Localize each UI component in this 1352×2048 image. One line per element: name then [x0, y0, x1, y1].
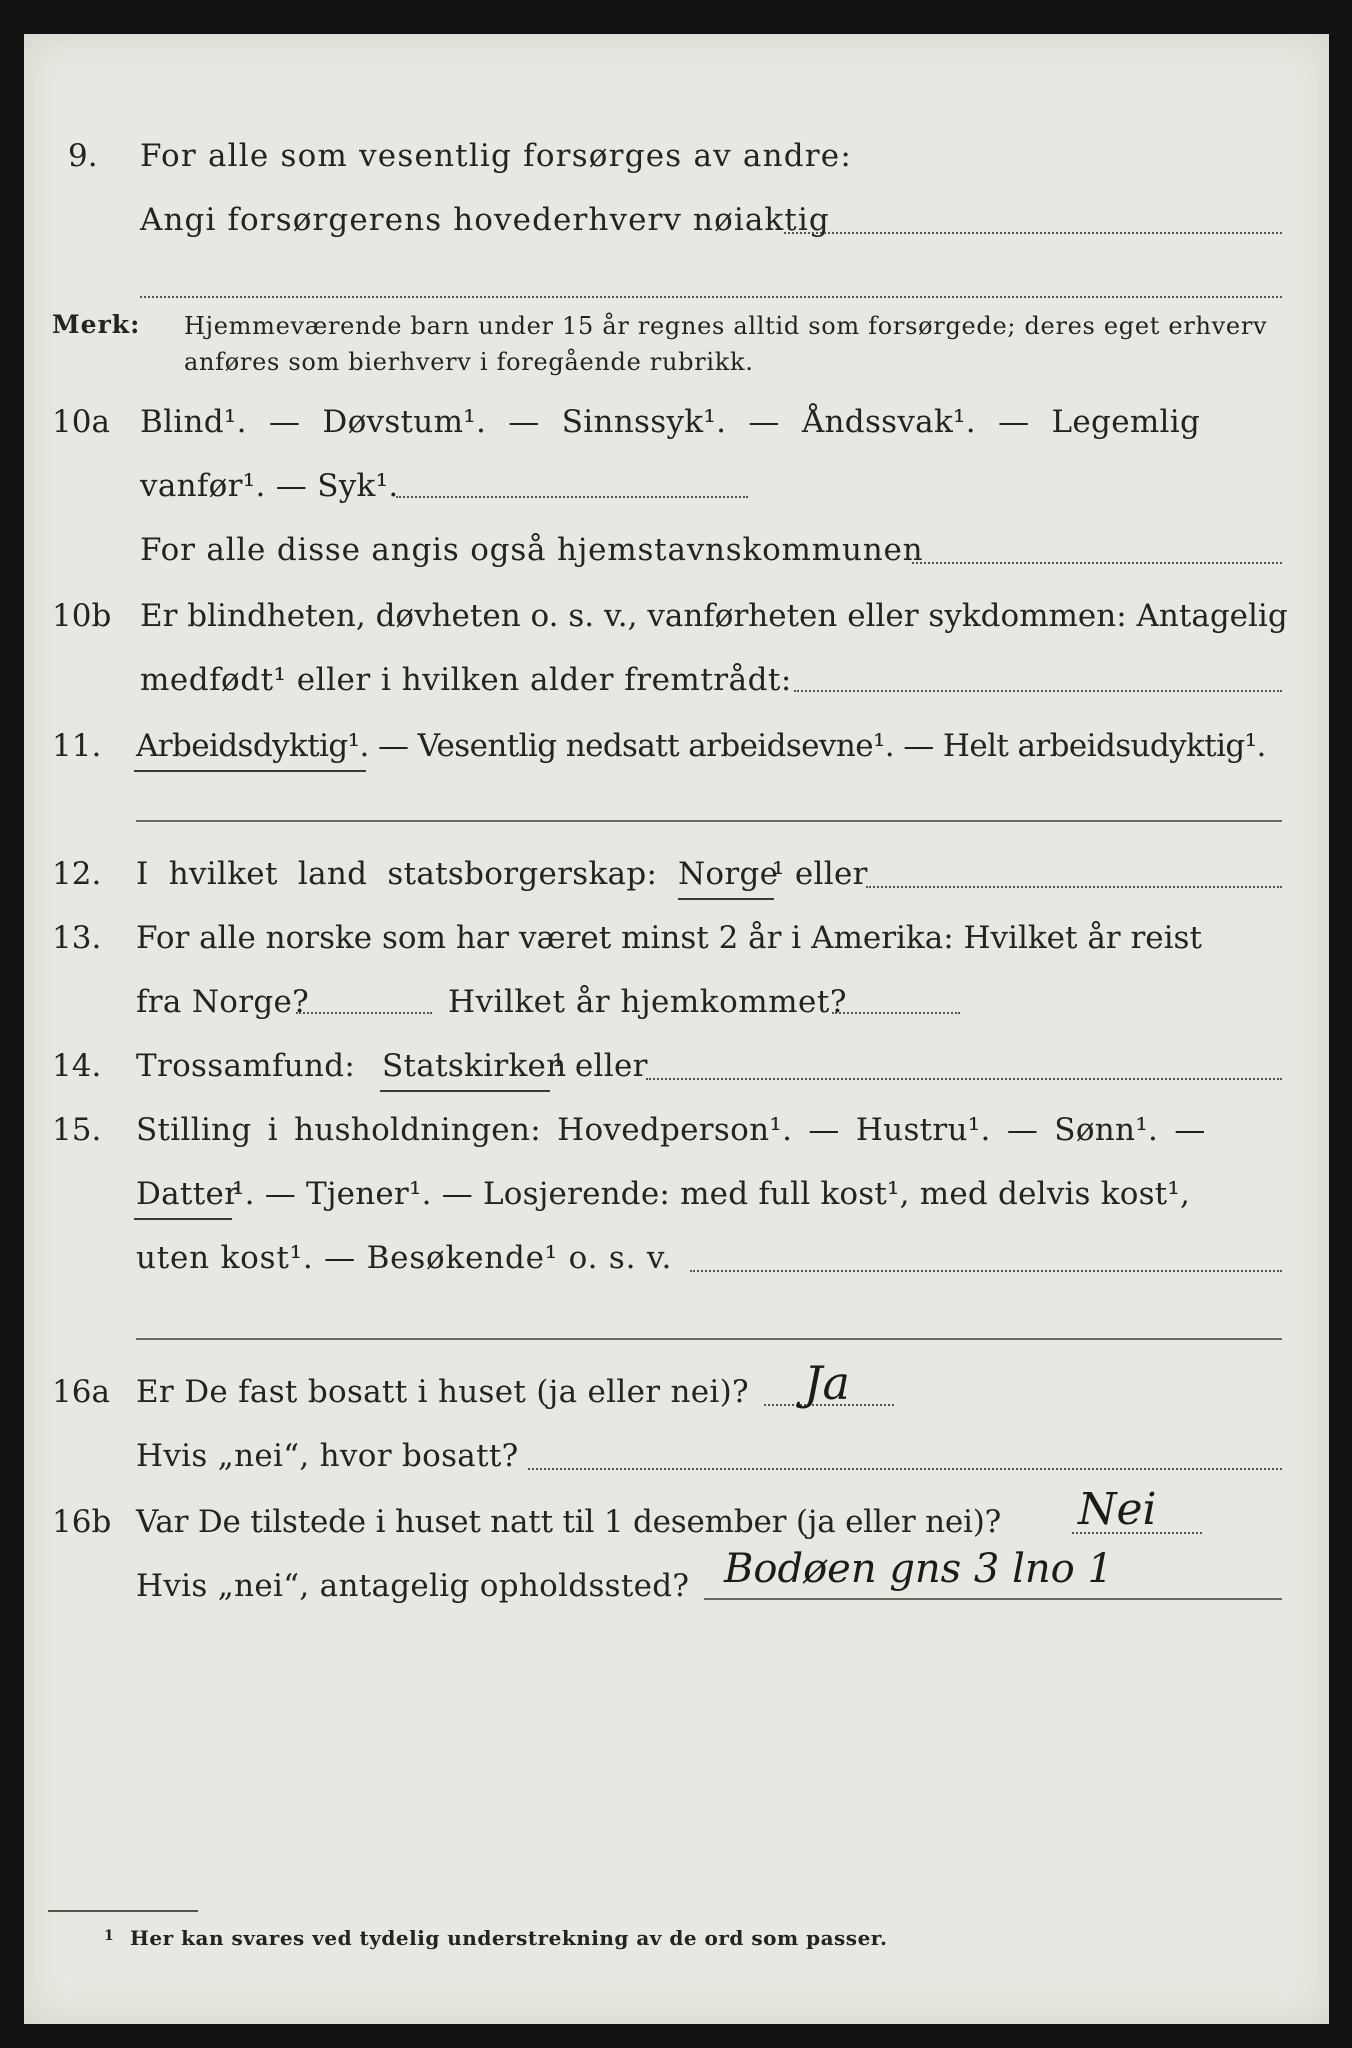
q13-reist-line[interactable] [296, 1012, 432, 1014]
q16a-number: 16a [52, 1374, 110, 1410]
q9-answer-line-2[interactable] [140, 296, 1282, 298]
q12-text-a: I hvilket land statsborgerskap: [136, 856, 658, 892]
q10a-line3: For alle disse angis også hjemstavnskommunen [140, 532, 924, 568]
q15-line1: Stilling i husholdningen: Hovedperson¹. — Hustru¹. — Sønn¹. — [136, 1112, 1206, 1148]
q10b-number: 10b [52, 598, 112, 634]
q9-number: 9. [68, 138, 98, 174]
q16a-handwritten-answer: Ja [804, 1356, 850, 1410]
merk-line2: anføres som bierhverv i foregående rubrikk. [184, 348, 754, 376]
q9-line2: Angi forsørgerens hovederhverv nøiaktig [140, 202, 830, 238]
q16b-line1: Var De tilstede i huset natt til 1 desember (ja eller nei)? [136, 1504, 1002, 1540]
q16b-number: 16b [52, 1504, 112, 1540]
footnote-rule [48, 1910, 198, 1912]
q15-datter: Datter [136, 1176, 240, 1212]
footnote-text: Her kan svares ved tydelig understrekning av de ord som passer. [130, 1926, 888, 1950]
q10b-line1: Er blindheten, døvheten o. s. v., vanførheten eller sykdommen: Antagelig [140, 598, 1288, 634]
merk-label: Merk: [52, 310, 141, 339]
census-form-page [24, 34, 1329, 2024]
q13-line2a: fra Norge? [136, 984, 310, 1020]
q9-answer-line[interactable] [784, 232, 1282, 234]
merk-line1: Hjemmeværende barn under 15 år regnes alltid som forsørgede; deres eget erhverv [184, 312, 1268, 340]
q14-underline-statskirken [380, 1090, 550, 1092]
q15-number: 15. [52, 1112, 102, 1148]
q15-line2: ¹. — Tjener¹. — Losjerende: med full kost¹, med delvis kost¹, [232, 1176, 1191, 1212]
q13-line2b: Hvilket år hjemkommet? [448, 984, 847, 1020]
q10a-line2: vanfør¹. — Syk¹. [140, 468, 399, 504]
footnote-mark: 1 [104, 1928, 114, 1944]
q16a-line2: Hvis „nei“, hvor bosatt? [136, 1438, 519, 1474]
q10a-kommune-line[interactable] [912, 562, 1282, 564]
q14-answer-line[interactable] [646, 1078, 1282, 1080]
q16b-handwritten-answer2: Bodøen gns 3 lno 1 [724, 1546, 1113, 1592]
q15-underline-datter [134, 1218, 232, 1220]
q11-underline-arbeidsdyktig [134, 770, 366, 772]
q12-number: 12. [52, 856, 102, 892]
q16a-bosatt-line[interactable] [528, 1468, 1282, 1470]
q11-answer-line[interactable] [136, 820, 1282, 822]
q10a-syk-line[interactable] [396, 496, 748, 498]
q12-norge: Norge [678, 856, 779, 892]
q12-text-b: ¹ eller [772, 856, 868, 892]
q11-number: 11. [52, 728, 102, 764]
q15-line3: uten kost¹. — Besøkende¹ o. s. v. [136, 1240, 673, 1276]
q16b-handwritten-answer1: Nei [1078, 1484, 1157, 1535]
q10b-line2: medfødt¹ eller i hvilken alder fremtrådt: [140, 662, 792, 698]
q14-number: 14. [52, 1048, 102, 1084]
q16a-line1: Er De fast bosatt i huset (ja eller nei)? [136, 1374, 749, 1410]
q14-statskirken: Statskirken [382, 1048, 567, 1084]
q13-number: 13. [52, 920, 102, 956]
q15-answer-line-2[interactable] [136, 1338, 1282, 1340]
q13-hjemkommet-line[interactable] [832, 1012, 960, 1014]
q10b-answer-line[interactable] [794, 690, 1282, 692]
q10a-number: 10a [52, 404, 110, 440]
q9-line1: For alle som vesentlig forsørges av andre: [140, 138, 852, 174]
q11-line1: Arbeidsdyktig¹. — Vesentlig nedsatt arbeidsevne¹. — Helt arbeidsudyktig¹. [136, 728, 1266, 764]
q15-answer-line[interactable] [690, 1270, 1282, 1272]
q16b-opholdssted-line[interactable] [704, 1598, 1282, 1600]
q16b-line2: Hvis „nei“, antagelig opholdssted? [136, 1568, 690, 1604]
q12-answer-line[interactable] [866, 886, 1282, 888]
q14-text-b: ¹ eller [552, 1048, 648, 1084]
q13-line1: For alle norske som har været minst 2 år i Amerika: Hvilket år reist [136, 920, 1202, 956]
q14-text-a: Trossamfund: [136, 1048, 356, 1084]
q10a-line1: Blind¹. — Døvstum¹. — Sinnssyk¹. — Åndssvak¹. — Legemlig [140, 404, 1201, 440]
q16b-answer-line[interactable] [1072, 1532, 1202, 1534]
q12-underline-norge [678, 898, 774, 900]
